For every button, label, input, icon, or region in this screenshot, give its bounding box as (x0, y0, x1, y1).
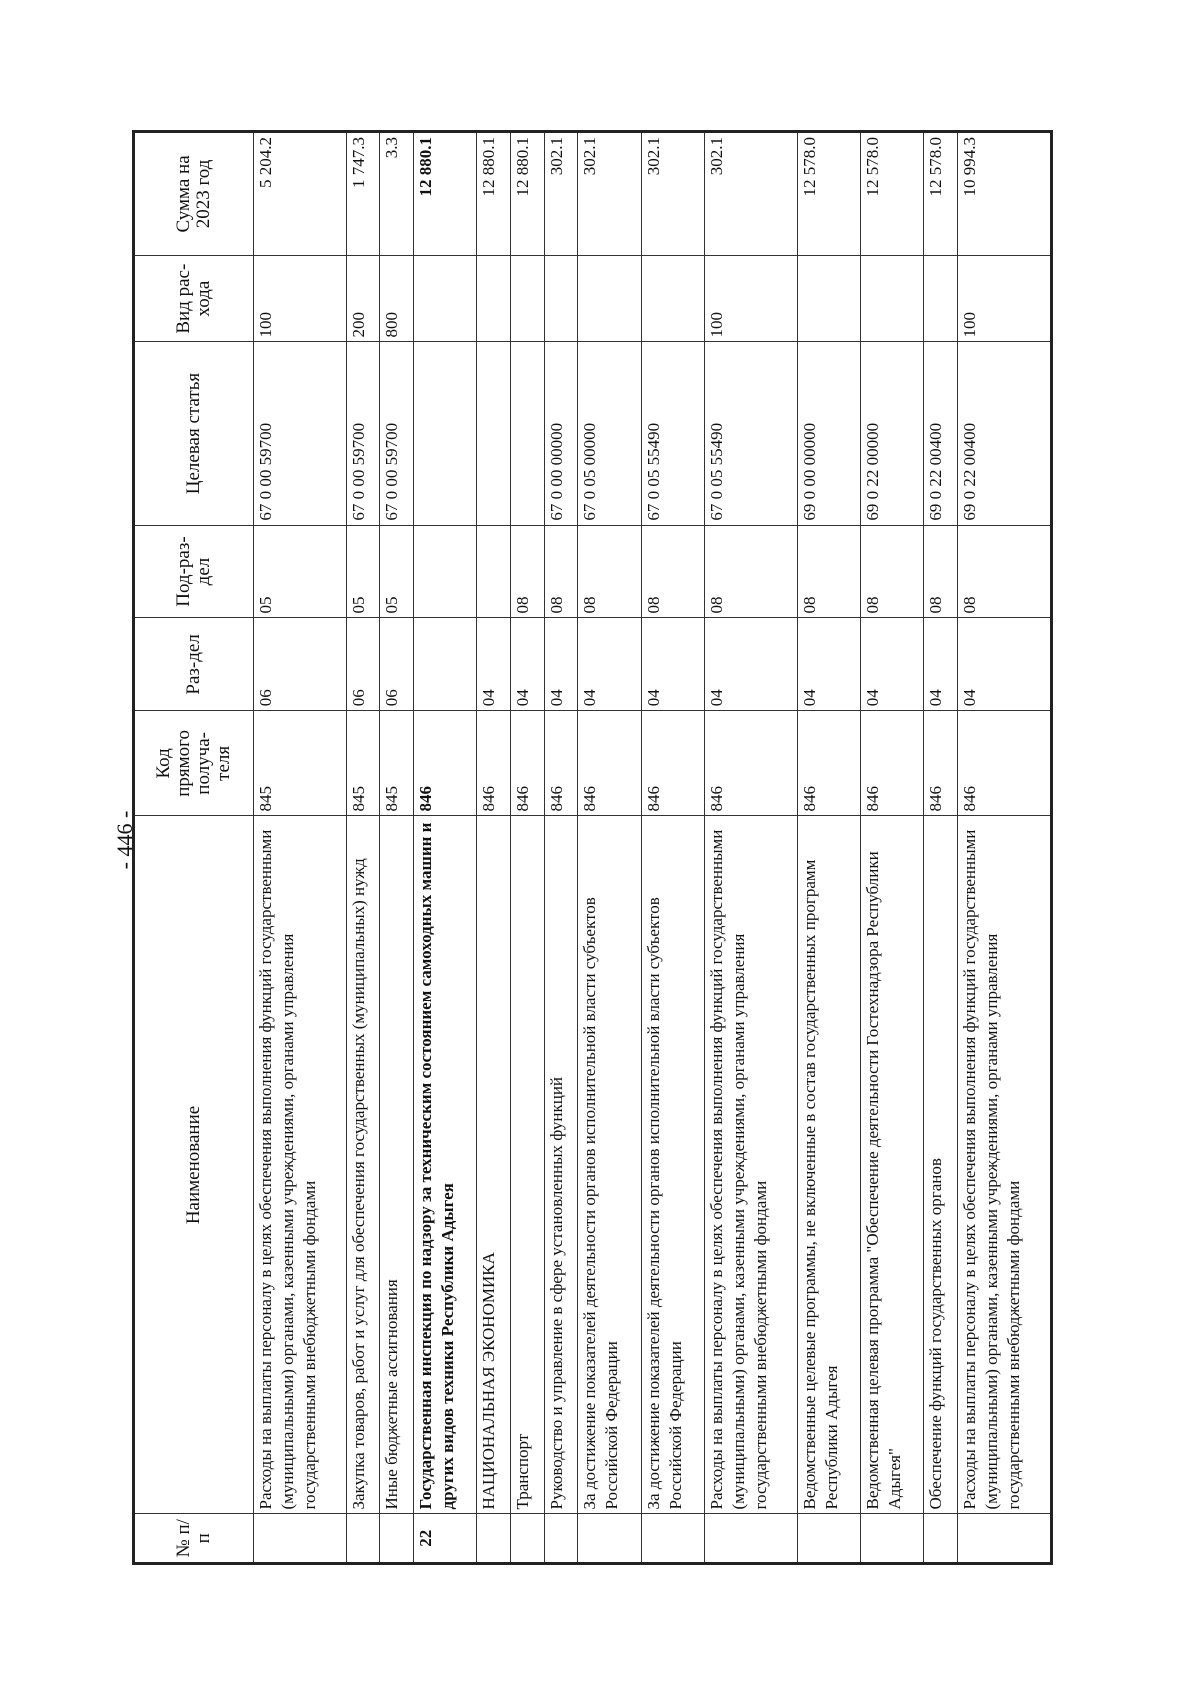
table-body (254, 132, 1052, 1564)
cell-subsection: 08 (860, 525, 923, 618)
cell-name: НАЦИОНАЛЬНАЯ ЭКОНОМИКА (477, 816, 511, 1514)
cell-subsection: 08 (578, 525, 641, 618)
cell-expense-type (544, 255, 578, 342)
cell-section: 06 (346, 618, 380, 711)
cell-num: 22 (414, 1514, 477, 1564)
cell-expense-type: 200 (346, 255, 380, 342)
cell-sum: 3.3 (380, 132, 414, 256)
cell-subsection: 05 (254, 525, 347, 618)
cell-expense-type: 100 (957, 255, 1051, 342)
cell-num (957, 1514, 1051, 1564)
table-row (477, 132, 511, 1564)
cell-section: 04 (511, 618, 545, 711)
cell-section: 04 (797, 618, 860, 711)
cell-subsection: 05 (346, 525, 380, 618)
cell-num (860, 1514, 923, 1564)
table-row (414, 132, 477, 1564)
cell-target-article: 67 0 00 00000 (544, 342, 578, 525)
cell-subsection: 08 (924, 525, 958, 618)
header-sum: Сумма на 2023 год (134, 132, 254, 256)
cell-recipient-code: 845 (346, 711, 380, 816)
cell-section (414, 618, 477, 711)
cell-name: Обеспечение функций государственных органов (924, 816, 958, 1514)
cell-name: За достижение показателей деятельности органов исполнительной власти субъектов Российской Федерации (578, 816, 641, 1514)
cell-target-article: 69 0 22 00400 (924, 342, 958, 525)
cell-section: 06 (254, 618, 347, 711)
cell-section: 04 (641, 618, 704, 711)
cell-recipient-code: 846 (477, 711, 511, 816)
cell-sum: 12 578.0 (924, 132, 958, 256)
cell-section: 06 (380, 618, 414, 711)
cell-sum: 12 578.0 (860, 132, 923, 256)
cell-target-article: 67 0 05 00000 (578, 342, 641, 525)
cell-name: Расходы на выплаты персоналу в целях обеспечения выполнения функций государственными (муниципальными) органами, казенными учреждениями, органами управления государственными внебюджетными фондами (704, 816, 797, 1514)
budget-table-container (132, 130, 1053, 1565)
table-row (924, 132, 958, 1564)
table-row (578, 132, 641, 1564)
cell-sum: 12 578.0 (797, 132, 860, 256)
cell-recipient-code: 846 (544, 711, 578, 816)
header-recipient: Код прямого получа-теля (134, 711, 254, 816)
cell-sum: 1 747.3 (346, 132, 380, 256)
cell-subsection: 08 (544, 525, 578, 618)
cell-expense-type (797, 255, 860, 342)
header-section: Раз-дел (134, 618, 254, 711)
cell-num (380, 1514, 414, 1564)
cell-recipient-code: 846 (578, 711, 641, 816)
cell-target-article: 67 0 00 59700 (346, 342, 380, 525)
cell-subsection: 08 (957, 525, 1051, 618)
cell-section: 04 (704, 618, 797, 711)
cell-num (254, 1514, 347, 1564)
cell-num (641, 1514, 704, 1564)
cell-target-article (414, 342, 477, 525)
cell-section: 04 (924, 618, 958, 711)
cell-subsection: 05 (380, 525, 414, 618)
cell-section: 04 (957, 618, 1051, 711)
cell-recipient-code: 846 (797, 711, 860, 816)
header-name: Наименование (134, 816, 254, 1514)
cell-expense-type (641, 255, 704, 342)
cell-num (797, 1514, 860, 1564)
cell-sum: 302.1 (578, 132, 641, 256)
table-row (860, 132, 923, 1564)
budget-table (132, 130, 1053, 1565)
cell-sum: 12 880.1 (477, 132, 511, 256)
cell-name: Государственная инспекция по надзору за техническим состоянием самоходных машин и других видов техники Республики Адыгея (414, 816, 477, 1514)
cell-section: 04 (544, 618, 578, 711)
header-target: Целевая статья (134, 342, 254, 525)
cell-target-article: 67 0 05 55490 (704, 342, 797, 525)
cell-section: 04 (477, 618, 511, 711)
cell-sum: 12 880.1 (414, 132, 477, 256)
header-subsection: Под-раз-дел (134, 525, 254, 618)
cell-num (511, 1514, 545, 1564)
cell-expense-type (511, 255, 545, 342)
cell-section: 04 (860, 618, 923, 711)
cell-sum: 12 880.1 (511, 132, 545, 256)
cell-name: Закупка товаров, работ и услуг для обеспечения государственных (муниципальных) нужд (346, 816, 380, 1514)
cell-subsection: 08 (797, 525, 860, 618)
cell-name: Ведомственная целевая программа "Обеспечение деятельности Гостехнадзора Республики Адыгея" (860, 816, 923, 1514)
cell-num (477, 1514, 511, 1564)
cell-recipient-code: 846 (704, 711, 797, 816)
cell-expense-type: 800 (380, 255, 414, 342)
cell-expense-type (860, 255, 923, 342)
cell-name: Иные бюджетные ассигнования (380, 816, 414, 1514)
cell-target-article (511, 342, 545, 525)
cell-section: 04 (578, 618, 641, 711)
table-header-row (134, 132, 254, 1564)
table-row (957, 132, 1051, 1564)
header-expense-type: Вид рас-хода (134, 255, 254, 342)
cell-sum: 302.1 (641, 132, 704, 256)
cell-recipient-code: 846 (860, 711, 923, 816)
cell-recipient-code: 846 (414, 711, 477, 816)
cell-name: Ведомственные целевые программы, не включенные в состав государственных программ Республики Адыгея (797, 816, 860, 1514)
table-row (797, 132, 860, 1564)
cell-subsection (414, 525, 477, 618)
cell-expense-type (578, 255, 641, 342)
table-row (704, 132, 797, 1564)
cell-name: Руководство и управление в сфере установленных функций (544, 816, 578, 1514)
cell-target-article: 69 0 22 00400 (957, 342, 1051, 525)
cell-num (578, 1514, 641, 1564)
cell-recipient-code: 845 (254, 711, 347, 816)
cell-expense-type (477, 255, 511, 342)
cell-expense-type (924, 255, 958, 342)
cell-name: Транспорт (511, 816, 545, 1514)
cell-subsection: 08 (641, 525, 704, 618)
table-row (511, 132, 545, 1564)
cell-target-article: 67 0 05 55490 (641, 342, 704, 525)
cell-num (544, 1514, 578, 1564)
cell-target-article: 67 0 00 59700 (380, 342, 414, 525)
cell-target-article (477, 342, 511, 525)
table-row (641, 132, 704, 1564)
cell-expense-type (414, 255, 477, 342)
table-row (544, 132, 578, 1564)
header-num: № п/п (134, 1514, 254, 1564)
cell-expense-type: 100 (704, 255, 797, 342)
cell-name: Расходы на выплаты персоналу в целях обеспечения выполнения функций государственными (муниципальными) органами, казенными учреждениями, органами управления государственными внебюджетными фондами (957, 816, 1051, 1514)
cell-target-article: 67 0 00 59700 (254, 342, 347, 525)
cell-sum: 302.1 (544, 132, 578, 256)
table-row (380, 132, 414, 1564)
cell-recipient-code: 845 (380, 711, 414, 816)
cell-target-article: 69 0 00 00000 (797, 342, 860, 525)
cell-name: Расходы на выплаты персоналу в целях обеспечения выполнения функций государственными (муниципальными) органами, казенными учреждениями, органами управления государственными внебюджетными фондами (254, 816, 347, 1514)
cell-recipient-code: 846 (924, 711, 958, 816)
cell-sum: 302.1 (704, 132, 797, 256)
cell-subsection: 08 (704, 525, 797, 618)
cell-recipient-code: 846 (511, 711, 545, 816)
cell-sum: 10 994.3 (957, 132, 1051, 256)
table-row (254, 132, 347, 1564)
table-row (346, 132, 380, 1564)
cell-num (704, 1514, 797, 1564)
cell-num (924, 1514, 958, 1564)
cell-num (346, 1514, 380, 1564)
cell-name: За достижение показателей деятельности органов исполнительной власти субъектов Российской Федерации (641, 816, 704, 1514)
cell-expense-type: 100 (254, 255, 347, 342)
cell-sum: 5 204.2 (254, 132, 347, 256)
cell-recipient-code: 846 (641, 711, 704, 816)
cell-recipient-code: 846 (957, 711, 1051, 816)
cell-subsection: 08 (511, 525, 545, 618)
page-number: - 446 - (112, 810, 137, 870)
cell-subsection (477, 525, 511, 618)
cell-target-article: 69 0 22 00000 (860, 342, 923, 525)
